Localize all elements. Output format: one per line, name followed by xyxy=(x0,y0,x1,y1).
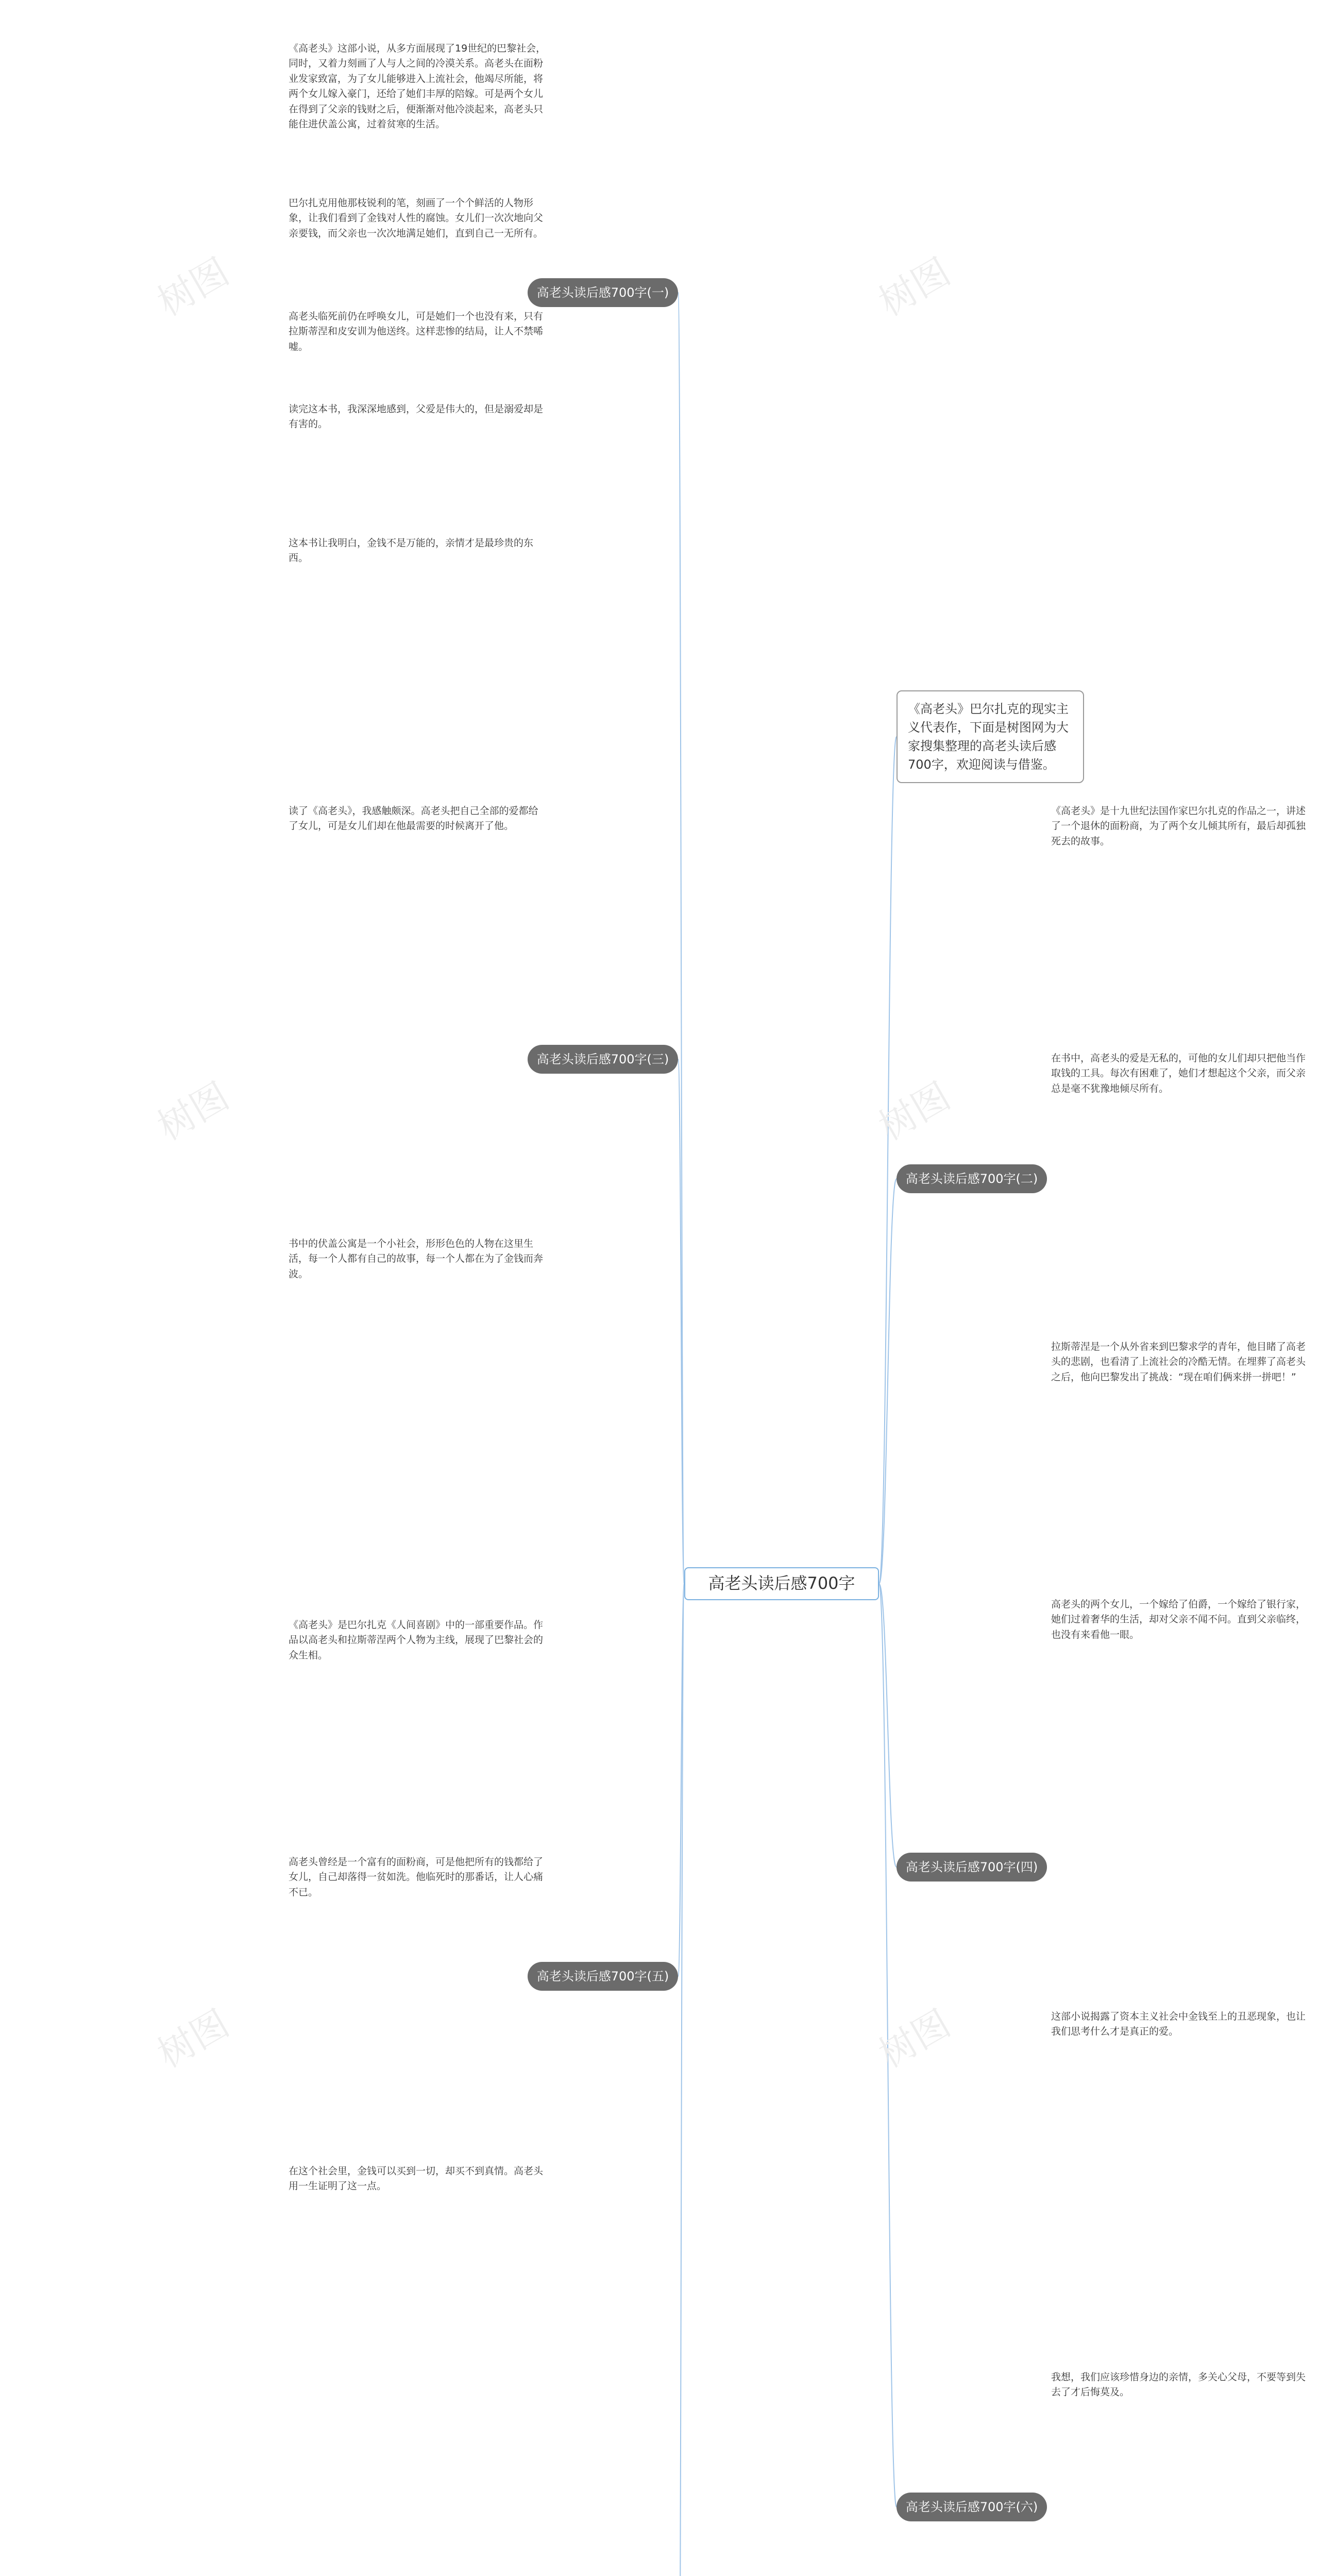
leaf-text: 在书中，高老头的爱是无私的，可他的女儿们却只把他当作取钱的工具。每次有困难了，她们才想起这个父亲，而父亲总是毫不犹豫地倾尽所有。 xyxy=(1051,1053,1306,1094)
leaf-text: 书中的伏盖公寓是一个小社会，形形色色的人物在这里生活，每一个人都有自己的故事，每一个人都在为了金钱而奔波。 xyxy=(289,1238,544,1280)
leaf-text: 《高老头》是巴尔扎克《人间喜剧》中的一部重要作品。作品以高老头和拉斯蒂涅两个人物为主线，展现了巴黎社会的众生相。 xyxy=(289,1619,544,1661)
leaf-text: 这本书让我明白，金钱不是万能的，亲情才是最珍贵的东西。 xyxy=(289,537,534,564)
branch-1[interactable]: 高老头读后感700字(一) xyxy=(528,278,678,307)
watermark: 树图 xyxy=(871,249,958,325)
watermark: 树图 xyxy=(871,1074,958,1149)
watermark: 树图 xyxy=(871,2001,958,2076)
connector xyxy=(879,737,897,1584)
watermark: 树图 xyxy=(150,2001,236,2076)
branch-6[interactable]: 高老头读后感700字(六) xyxy=(897,2493,1047,2521)
leaf-text: 《高老头》这部小说，从多方面展现了19世纪的巴黎社会，同时，又着力刻画了人与人之间的冷漠关系。高老头在面粉业发家致富，为了女儿能够进入上流社会，他竭尽所能，将两个女儿嫁入豪门，还给了她们丰厚的陪嫁。可是两个女儿在得到了父亲的钱财之后，便渐渐对他冷淡起来，高老头只能住进伏盖公寓，过着贫寒的生活。 xyxy=(289,43,546,130)
leaf-text: 高老头临死前仍在呼唤女儿，可是她们一个也没有来，只有拉斯蒂涅和皮安训为他送终。这样悲惨的结局，让人不禁唏嘘。 xyxy=(289,311,544,352)
branch-3[interactable]: 高老头读后感700字(三) xyxy=(528,1045,678,1074)
leaf-text: 拉斯蒂涅是一个从外省来到巴黎求学的青年，他目睹了高老头的悲剧，也看清了上流社会的冷酷无情。在埋葬了高老头之后，他向巴黎发出了挑战：“现在咱们俩来拼一拼吧！” xyxy=(1051,1341,1306,1383)
leaf-text: 高老头曾经是一个富有的面粉商，可是他把所有的钱都给了女儿，自己却落得一贫如洗。他临死时的那番话，让人心痛不已。 xyxy=(289,1856,544,1898)
leaf-text: 我想，我们应该珍惜身边的亲情，多关心父母，不要等到失去了才后悔莫及。 xyxy=(1051,2371,1306,2398)
leaf-text: 这部小说揭露了资本主义社会中金钱至上的丑恶现象，也让我们思考什么才是真正的爱。 xyxy=(1051,2011,1306,2038)
leaf-text: 《高老头》是十九世纪法国作家巴尔扎克的作品之一，讲述了一个退休的面粉商，为了两个女儿倾其所有，最后却孤独死去的故事。 xyxy=(1051,805,1306,847)
watermark: 树图 xyxy=(150,249,236,325)
leaf-text: 巴尔扎克用他那枝锐利的笔，刻画了一个个鲜活的人物形象，让我们看到了金钱对人性的腐蚀。女儿们一次次地向父亲要钱，而父亲也一次次地满足她们，直到自己一无所有。 xyxy=(289,197,544,239)
center-topic[interactable]: 高老头读后感700字 xyxy=(684,1567,879,1600)
watermark: 树图 xyxy=(150,1074,236,1149)
branch-5[interactable]: 高老头读后感700字(五) xyxy=(528,1962,678,1991)
branch-2[interactable]: 高老头读后感700字(二) xyxy=(897,1164,1047,1193)
leaf-text: 在这个社会里，金钱可以买到一切，却买不到真情。高老头用一生证明了这一点。 xyxy=(289,2165,544,2192)
leaf-text: 高老头的两个女儿，一个嫁给了伯爵，一个嫁给了银行家，她们过着奢华的生活，却对父亲不闻不问。直到父亲临终，也没有来看他一眼。 xyxy=(1051,1599,1306,1640)
branch-4[interactable]: 高老头读后感700字(四) xyxy=(897,1853,1047,1882)
leaf-text: 读完这本书，我深深地感到，父爱是伟大的，但是溺爱却是有害的。 xyxy=(289,403,544,430)
connector xyxy=(879,1179,897,1584)
leaf-text: 读了《高老头》，我感触颇深。高老头把自己全部的爱都给了女儿，可是女儿们却在他最需要的时候离开了他。 xyxy=(289,805,538,832)
intro-node[interactable]: 《高老头》巴尔扎克的现实主义代表作，下面是树图网为大家搜集整理的高老头读后感700字，欢迎阅读与借鉴。 xyxy=(897,690,1084,783)
